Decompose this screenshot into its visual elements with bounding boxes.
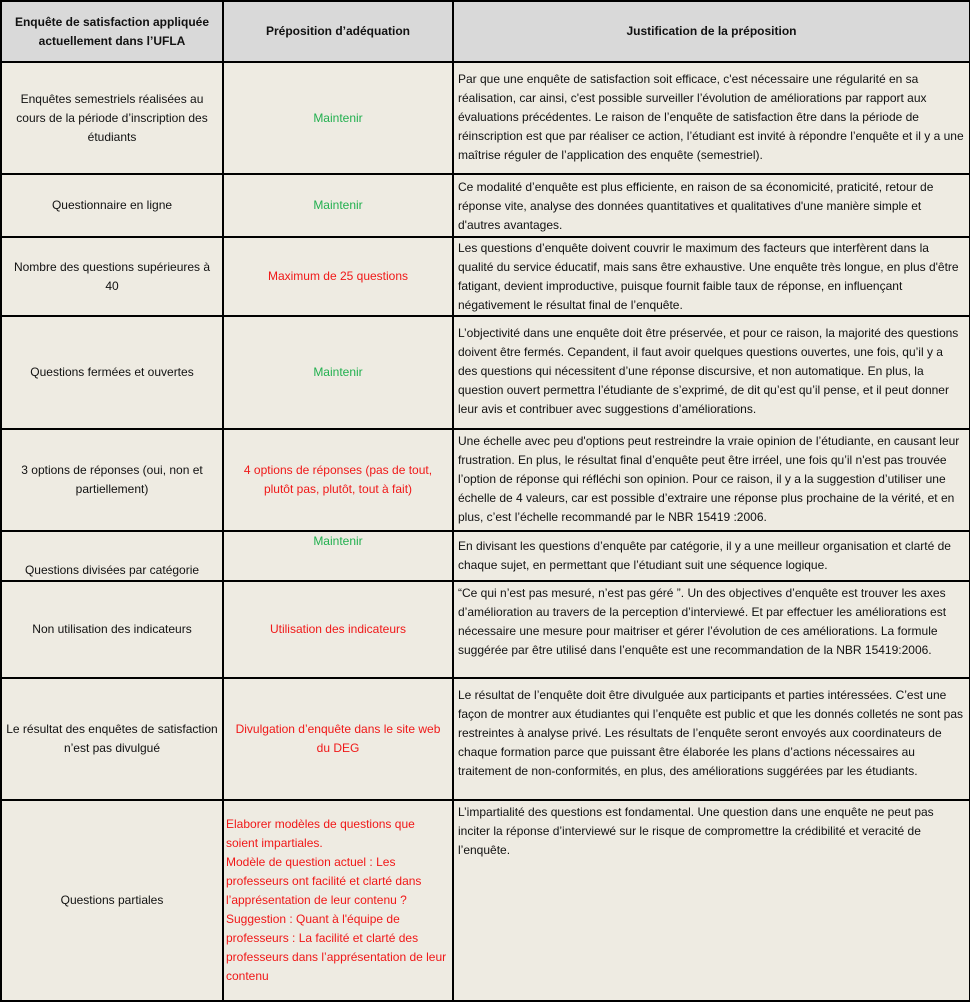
table-row (1, 678, 970, 800)
table-row (1, 316, 970, 429)
current-cell: Questions partiales (1, 800, 223, 1001)
justification-cell: En divisant les questions d’enquête par catégorie, il y a une meilleur organisation et clarté de chaque sujet, en permettant que l’étudiant suit une séquence logique. (453, 531, 970, 581)
proposal-cell: Utilisation des indicateurs (223, 581, 453, 678)
proposal-line: Elaborer modèles de questions que soient impartiales. (226, 817, 415, 850)
proposal-line: Suggestion : Quant à l'équipe de professeurs : La facilité et clarté des professeurs dans l’apprésentation de leur contenu (226, 912, 447, 983)
current-cell: Nombre des questions supérieures à 40 (1, 237, 223, 316)
justification-cell: Le résultat de l’enquête doit être divulguée aux participants et parties intéressées. C’est une façon de montrer aux étudiantes qui l’enquête est public et que les donnés colletés ne sont pas restreintes à analyse privé. Les résultats de l’enquête seront envoyés aux coordinateurs de chaque formation parce que puissant être élaborée les plans d’actions nécessaires au traitement de non-conformités, en plus, des améliorations suggérées par les étudiants. (453, 678, 970, 800)
justification-cell: L’objectivité dans une enquête doit être préservée, et pour ce raison, la majorité des questions doivent être fermés. Cepandent, il faut avoir quelques questions ouvertes, une fois, qu’il y a des questions qui nécessitent d’une réponse discursive, et non automatique. En plus, la question ouvert permettra l’étudiante de s’exprimé, de dit qu’est qu’il pense, et il peut donner leur avis et contribuer avec suggestions d’améliorations. (453, 316, 970, 429)
current-cell: Non utilisation des indicateurs (1, 581, 223, 678)
proposal-cell: Maintenir (223, 62, 453, 174)
justification-cell: Ce modalité d’enquête est plus efficiente, en raison de sa économicité, praticité, retour de réponse vite, analyse des données quantitatives et qualitatives d'une manière simple et d'autres avantages. (453, 174, 970, 237)
current-cell: Questions divisées par catégorie (1, 531, 223, 581)
header-justification: Justification de la préposition (453, 1, 970, 62)
table-row (1, 62, 970, 174)
justification-cell: Les questions d’enquête doivent couvrir le maximum des facteurs que interfèrent dans la qualité du service éducatif, mais sans être exhaustive. Une enquête très longue, en plus d'être fatigant, devient improductive, puisque fournit faible taux de réponse, en influençant négativement le résultat final de l’enquête. (453, 237, 970, 316)
table-row (1, 174, 970, 237)
proposal-cell (223, 800, 453, 1001)
table-row (1, 429, 970, 531)
proposal-cell: Maintenir (223, 531, 453, 581)
proposal-cell: Divulgation d’enquête dans le site web du DEG (223, 678, 453, 800)
current-cell: Questions fermées et ouvertes (1, 316, 223, 429)
current-cell: Enquêtes semestriels réalisées au cours de la période d’inscription des étudiants (1, 62, 223, 174)
table-row (1, 581, 970, 678)
justification-cell: Par que une enquête de satisfaction soit efficace, c'est nécessaire une régularité en sa réalisation, car ainsi, c'est possible surveiller l’évolution de améliorations par rapport aux évaluations précédentes. Le raison de l’enquête de satisfaction être dans la période de réinscription est que par réaliser ce action, l’étudiant est invité à répondre l’enquête et il y a une maîtrise réguler de l’application des enquête (semestriel). (453, 62, 970, 174)
table-row (1, 531, 970, 581)
justification-cell: L’impartialité des questions est fondamental. Une question dans une enquête ne peut pas inciter la réponse d’interviewé sur le risque de compromettre la crédibilité et veracité de l’enquête. (453, 800, 970, 1001)
proposal-cell: Maintenir (223, 174, 453, 237)
proposal-cell: Maximum de 25 questions (223, 237, 453, 316)
proposal-cell: Maintenir (223, 316, 453, 429)
current-cell: 3 options de réponses (oui, non et partiellement) (1, 429, 223, 531)
table-row (1, 237, 970, 316)
justification-cell: Une échelle avec peu d'options peut restreindre la vraie opinion de l’étudiante, en causant leur frustration. En plus, le résultat final d’enquête peut être irréel, une fois qu’il n'est pas trouvée l’option de réponse qui réfléchi son opinion. Pour ce raison, il y a la suggestion d’utiliser une échelle de 4 valeurs, car est possible d’extraire une réponse plus prochaine de la vérité, et en plus, c’est l’échelle recommandé par le NBR 15419 :2006. (453, 429, 970, 531)
justification-cell: “Ce qui n’est pas mesuré, n’est pas géré ”. Un des objectives d’enquête est trouver les axes d’amélioration au travers de la perception d’interviewé. Et par effectuer les améliorations est nécessaire une mesure pour maitriser et gérer l’évolution de ces améliorations. La formule suggérée par être utilisé dans l’enquête est une recommandation de la NBR 15419:2006. (453, 581, 970, 678)
header-row (1, 1, 970, 62)
proposal-line: Modèle de question actuel : Les professeurs ont facilité et clarté dans l’apprésentation de leur contenu ? (226, 855, 422, 907)
header-current-survey: Enquête de satisfaction appliquée actuellement dans l’UFLA (1, 1, 223, 62)
table-row (1, 800, 970, 1001)
header-proposal: Préposition d’adéquation (223, 1, 453, 62)
current-cell: Le résultat des enquêtes de satisfaction n’est pas divulgué (1, 678, 223, 800)
current-cell: Questionnaire en ligne (1, 174, 223, 237)
proposal-cell: 4 options de réponses (pas de tout, plutôt pas, plutôt, tout à fait) (223, 429, 453, 531)
